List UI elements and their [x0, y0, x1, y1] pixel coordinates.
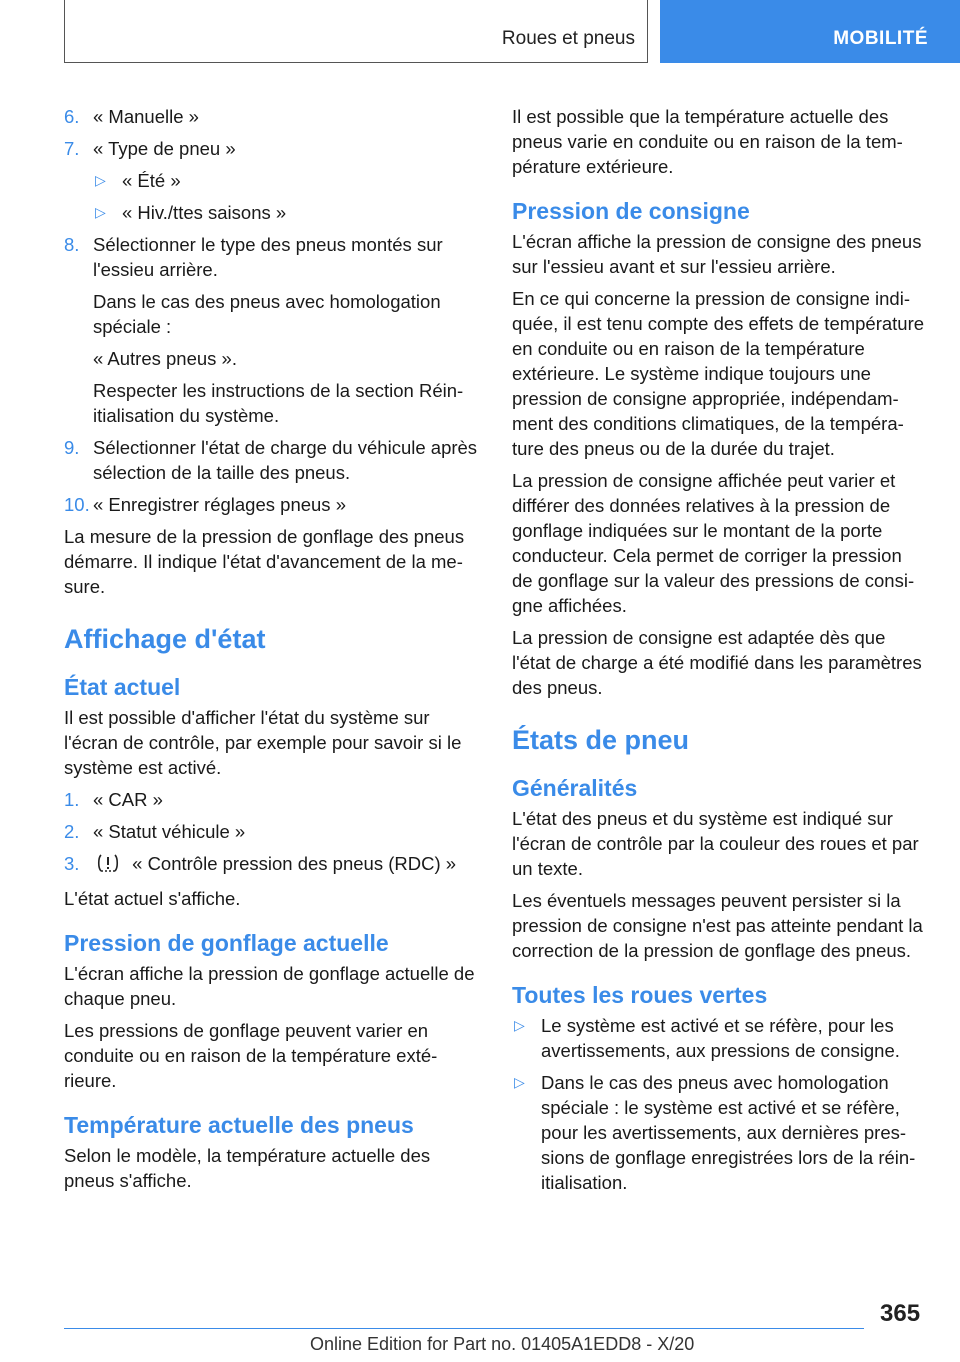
paragraph: L'écran affiche la pression de gonflage actuelle de chaque pneu. — [64, 963, 475, 1009]
step-number: 1. — [64, 789, 80, 810]
step-10 — [64, 492, 478, 517]
step-number: 6. — [64, 106, 80, 127]
step-text: « Contrôle pression des pneus (RDC) » — [132, 853, 457, 874]
step-number: 9. — [64, 437, 80, 458]
left-column — [64, 104, 478, 1200]
heading-etats-de-pneu: États de pneu — [512, 725, 690, 755]
paragraph: L'écran affiche la pression de consigne des pneus sur l'essieu avant et sur l'essieu arrière. — [512, 231, 922, 277]
step-1 — [64, 787, 478, 812]
paragraph: L'état actuel s'affiche. — [64, 888, 241, 909]
heading-pression-gonflage: Pression de gonflage actuelle — [64, 930, 389, 956]
bullet-text: Dans le cas des pneus avec homologation spéciale : le système est activé et se réfère, pour les avertissements, aux dernières pressions de gonflage enregistrées lors de la réinitialisation. — [541, 1072, 916, 1193]
paragraph: L'état des pneus et du système est indiqué sur l'écran de contrôle par la couleur des roues et par un texte. — [512, 808, 919, 879]
triangle-right-icon: ▷ — [514, 1074, 525, 1090]
bullet-text: « Été » — [122, 170, 181, 191]
step-9 — [64, 435, 478, 485]
step-note: « Autres pneus ». — [93, 348, 237, 369]
chapter-title: MOBILITÉ — [833, 28, 928, 49]
tire-type-option-winter — [93, 200, 478, 225]
bullet-text: « Hiv./ttes saisons » — [122, 202, 287, 223]
tire-warning-icon — [97, 853, 119, 879]
paragraph: Les pressions de gonflage peuvent varier en conduite ou en raison de la température extérieure. — [64, 1020, 438, 1091]
header-section-box — [64, 0, 648, 63]
step-note: Dans le cas des pneus avec homologation spéciale : — [93, 291, 441, 337]
step-6 — [64, 104, 478, 129]
step-2 — [64, 819, 478, 844]
step-note: Respecter les instructions de la section Réinitialisation du système. — [93, 380, 464, 426]
header-chapter-tab — [660, 0, 960, 63]
heading-etat-actuel: État actuel — [64, 674, 181, 700]
paragraph: La pression de consigne est adaptée dès que l'état de charge a été modifié dans les paramètres des pneus. — [512, 627, 922, 698]
heading-generalites: Généralités — [512, 775, 638, 801]
paragraph: La pression de consigne affichée peut varier et différer des données relatives à la pression de gonflage indiquées sur le montant de la porte conducteur. Cela permet de corriger la pression de gonflage sur la valeur des pressions de consigne affichées. — [512, 470, 915, 616]
paragraph: Selon le modèle, la température actuelle des pneus s'affiche. — [64, 1145, 431, 1191]
heading-roues-vertes: Toutes les roues vertes — [512, 982, 768, 1008]
step-7 — [64, 136, 478, 161]
step-text: Sélectionner le type des pneus montés sur l'essieu arrière. — [93, 234, 443, 280]
heading-temperature: Température actuelle des pneus — [64, 1112, 414, 1138]
step-text: « Statut véhicule » — [93, 821, 246, 842]
step-text: « Enregistrer réglages pneus » — [93, 494, 346, 515]
heading-pression-consigne: Pression de consigne — [512, 198, 750, 224]
step-text: « CAR » — [93, 789, 163, 810]
triangle-right-icon: ▷ — [95, 172, 106, 188]
bullet-text: Le système est activé et se réfère, pour les avertissements, aux pressions de consigne. — [541, 1015, 900, 1061]
page-number: 365 — [880, 1300, 921, 1327]
step-text: « Manuelle » — [93, 106, 199, 127]
step-number: 7. — [64, 138, 80, 159]
step-number: 3. — [64, 853, 80, 874]
right-column — [512, 104, 926, 1202]
section-title: Roues et pneus — [501, 28, 635, 49]
heading-affichage-etat: Affichage d'état — [64, 624, 266, 654]
triangle-right-icon: ▷ — [514, 1017, 525, 1033]
triangle-right-icon: ▷ — [95, 204, 106, 220]
step-3 — [64, 851, 478, 879]
step-number: 2. — [64, 821, 80, 842]
paragraph: La mesure de la pression de gonflage des pneus démarre. Il indique l'état d'avancement de la mesure. — [64, 526, 465, 597]
step-number: 8. — [64, 234, 80, 255]
bullet-item — [512, 1070, 926, 1195]
bullet-item — [512, 1013, 926, 1063]
footer-edition: Online Edition for Part no. 01405A1EDD8 - X/20 — [310, 1334, 695, 1354]
paragraph: Il est possible d'afficher l'état du système sur l'écran de contrôle, par exemple pour savoir si le système est activé. — [64, 707, 462, 778]
footer-divider — [64, 1328, 864, 1329]
step-text: Sélectionner l'état de charge du véhicule après sélection de la taille des pneus. — [93, 437, 478, 483]
paragraph: En ce qui concerne la pression de consigne indiquée, il est tenu compte des effets de température en conduite ou en raison de la température extérieure. Le système indique toujours une pression de consigne appropriée, indépendamment des conditions climatiques, de la température des pneus ou de la durée du trajet. — [512, 288, 925, 459]
step-text: « Type de pneu » — [93, 138, 236, 159]
step-8 — [64, 232, 478, 428]
tire-type-option-summer — [93, 168, 478, 193]
step-number: 10. — [64, 494, 90, 515]
paragraph: Les éventuels messages peuvent persister si la pression de consigne n'est pas atteinte pendant la correction de la pression de gonflage des pneus. — [512, 890, 923, 961]
paragraph: Il est possible que la température actuelle des pneus varie en conduite ou en raison de la température extérieure. — [512, 106, 903, 177]
